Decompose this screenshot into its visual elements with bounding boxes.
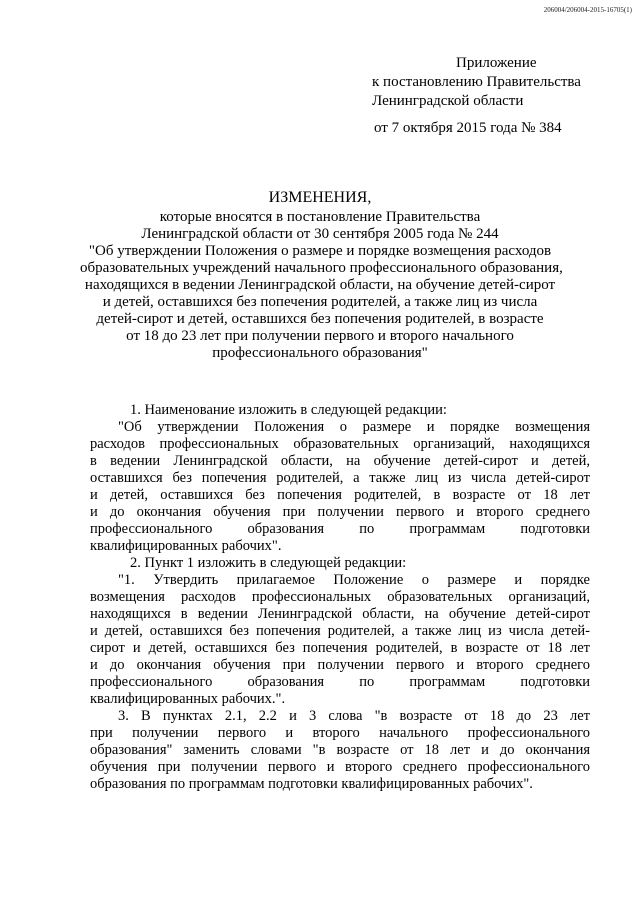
quote-1-line: расходов профессиональных образовательных организаций, находящихся: [90, 436, 590, 452]
document-body: [90, 402, 590, 793]
quote-2-line: "1. Утвердить прилагаемое Положение о размере и порядке: [118, 572, 590, 588]
heading-line: "Об утверждении Положения о размере и порядке возмещения расходов: [88, 243, 552, 259]
quote-1-line: в ведении Ленинградской области, на обучение детей-сирот и детей,: [90, 453, 590, 469]
quote-2-line: и до окончания обучения при получении первого и второго среднего: [90, 657, 590, 673]
paragraph-3-line: образования по программам подготовки квалифицированных рабочих".: [90, 776, 533, 792]
paragraph-2: 2. Пункт 1 изложить в следующей редакции:: [130, 555, 407, 571]
quote-1-line: профессионального образования по программам подготовки: [90, 521, 590, 537]
paragraph-1: 1. Наименование изложить в следующей редакции:: [130, 402, 447, 418]
heading-line: профессионального образования": [212, 345, 428, 361]
paragraph-3-line: 3. В пунктах 2.1, 2.2 и 3 слова "в возрасте от 18 до 23 лет: [118, 708, 590, 724]
document-code: 206004/206004-2015-16705(1): [543, 6, 632, 14]
quote-1-line: "Об утверждении Положения о размере и порядке возмещения: [118, 419, 590, 435]
paragraph-3-line: образования" заменить словами "в возрасте от 18 лет и до окончания: [90, 742, 590, 758]
quote-1-line: и детей, оставшихся без попечения родителей, в возрасте от 18 лет: [90, 487, 590, 503]
heading-line: и детей, оставшихся без попечения родителей, а также лиц из числа: [102, 294, 538, 310]
heading-line: находящихся в ведении Ленинградской области, на обучение детей-сирот: [84, 277, 556, 293]
paragraph-3-line: при получении первого и второго начального профессионального: [90, 725, 590, 741]
quote-1-line: квалифицированных рабочих".: [90, 538, 282, 554]
heading-line: детей-сирот и детей, оставшихся без попечения родителей, в возрасте: [96, 311, 544, 327]
heading-line: образовательных учреждений начального профессионального образования,: [80, 260, 563, 276]
heading-title: ИЗМЕНЕНИЯ,: [268, 189, 372, 206]
quote-2-line: и детей, оставшихся без попечения родителей, а также лиц из числа детей-: [90, 623, 590, 639]
document-heading: [80, 189, 563, 362]
paragraph-3-line: обучения при получении первого и второго среднего профессионального: [90, 759, 590, 775]
approval-line: к постановлению Правительства: [372, 74, 581, 90]
heading-line: от 18 до 23 лет при получении первого и второго начального: [126, 328, 514, 344]
quote-2-line: квалифицированных рабочих.".: [90, 691, 286, 707]
quote-2-line: находящихся в ведении Ленинградской области, на обучение детей-сирот: [90, 606, 590, 622]
quote-2-line: профессионального образования по программам подготовки: [90, 674, 590, 690]
heading-line: Ленинградской области от 30 сентября 2005 года № 244: [141, 226, 499, 242]
approval-date: от 7 октября 2015 года № 384: [374, 120, 562, 136]
quote-1-line: оставшихся без попечения родителей, а также лиц из числа детей-сирот: [90, 470, 590, 486]
approval-line: Ленинградской области: [372, 93, 524, 109]
approval-line: Приложение: [456, 55, 537, 71]
quote-2-line: возмещения расходов профессиональных образовательных организаций,: [90, 589, 590, 605]
quote-2-line: сирот и детей, оставшихся без попечения родителей, в возрасте от 18 лет: [90, 640, 590, 656]
heading-line: которые вносятся в постановление Правительства: [159, 209, 481, 225]
approval-block: [372, 54, 581, 138]
quote-1-line: и до окончания обучения при получении первого и второго среднего: [90, 504, 590, 520]
